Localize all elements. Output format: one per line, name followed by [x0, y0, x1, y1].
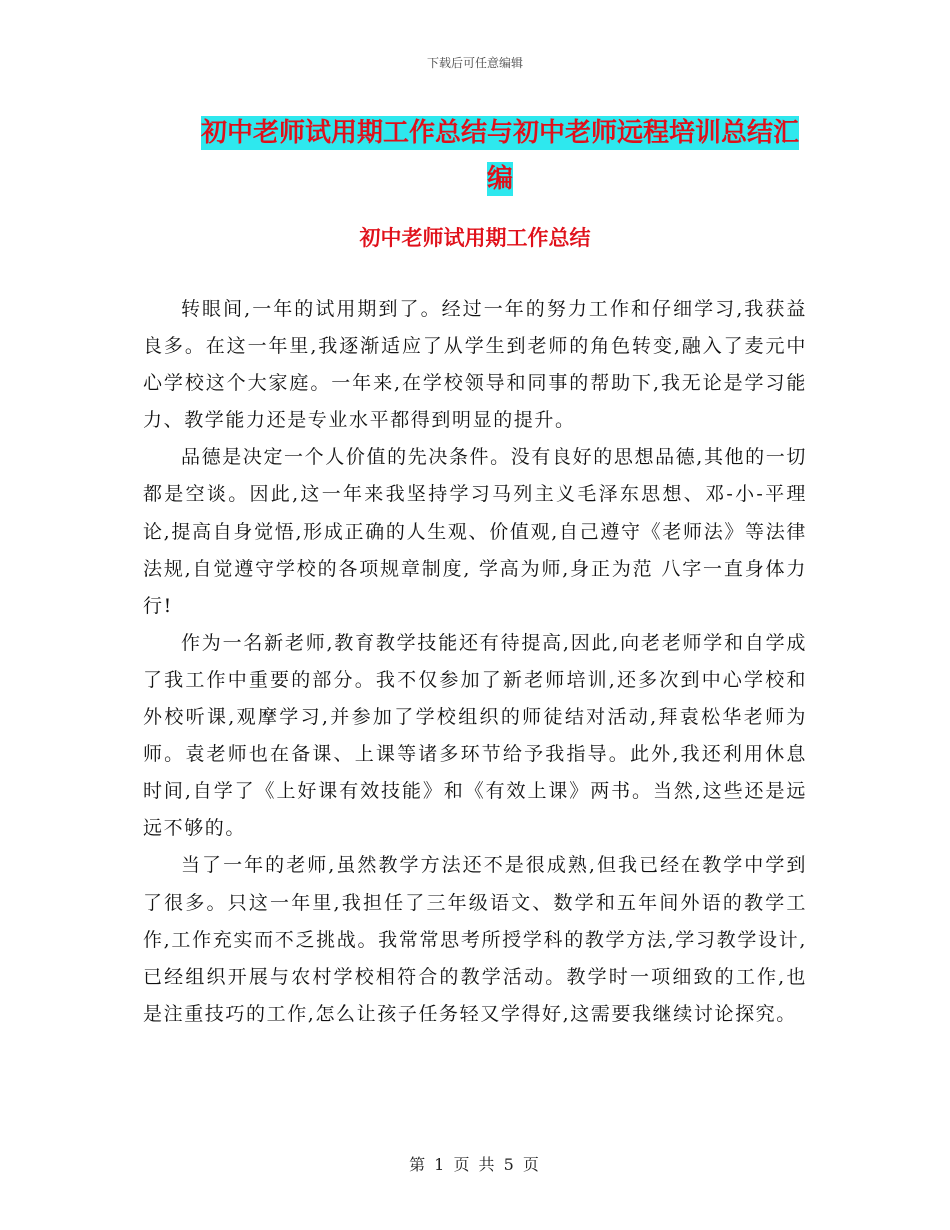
header-note: 下载后可任意编辑	[426, 56, 523, 70]
paragraph: 转眼间,一年的试用期到了。经过一年的努力工作和仔细学习,我获益良多。在这一年里,我逐渐适应了从学生到老师的角色转变,融入了麦元中心学校这个大家庭。一年来,在学校领导和同事的帮助下,我无论是学习能力、教学能力还是专业水平都得到明显的提升。	[143, 298, 807, 432]
paragraph: 作为一名新老师,教育教学技能还有待提高,因此,向老老师学和自学成了我工作中重要的部分。我不仅参加了新老师培训,还多次到中心学校和外校听课,观摩学习,并参加了学校组织的师徒结对活动,拜袁松华老师为师。袁老师也在备课、上课等诸多环节给予我指导。此外,我还利用休息时间,自学了《上好课有效技能》和《有效上课》两书。当然,这些还是远远不够的。	[143, 631, 807, 840]
document-title	[195, 110, 805, 202]
document-title-text: 初中老师试用期工作总结与初中老师远程培训总结汇编	[200, 118, 799, 194]
paragraph: 品德是决定一个人价值的先决条件。没有良好的思想品德,其他的一切都是空谈。因此,这一年来我坚持学习马列主义毛泽东思想、邓-小-平理论,提高自身觉悟,形成正确的人生观、价值观,自己遵守《老师法》等法律法规,自觉遵守学校的各项规章制度, 学高为师,身正为范 八字一直身体力行!	[143, 446, 807, 617]
section-title: 初中老师试用期工作总结	[359, 226, 591, 250]
paragraph: 当了一年的老师,虽然教学方法还不是很成熟,但我已经在教学中学到了很多。只这一年里,我担任了三年级语文、数学和五年间外语的教学工作,工作充实而不乏挑战。我常常思考所授学科的教学方法,学习教学设计,已经组织开展与农村学校相符合的教学活动。教学时一项细致的工作,也是注重技巧的工作,怎么让孩子任务轻又学得好,这需要我继续讨论探究。	[143, 854, 807, 1025]
document-body	[143, 291, 807, 1033]
page-footer: 第 1 页 共 5 页	[409, 1155, 541, 1174]
